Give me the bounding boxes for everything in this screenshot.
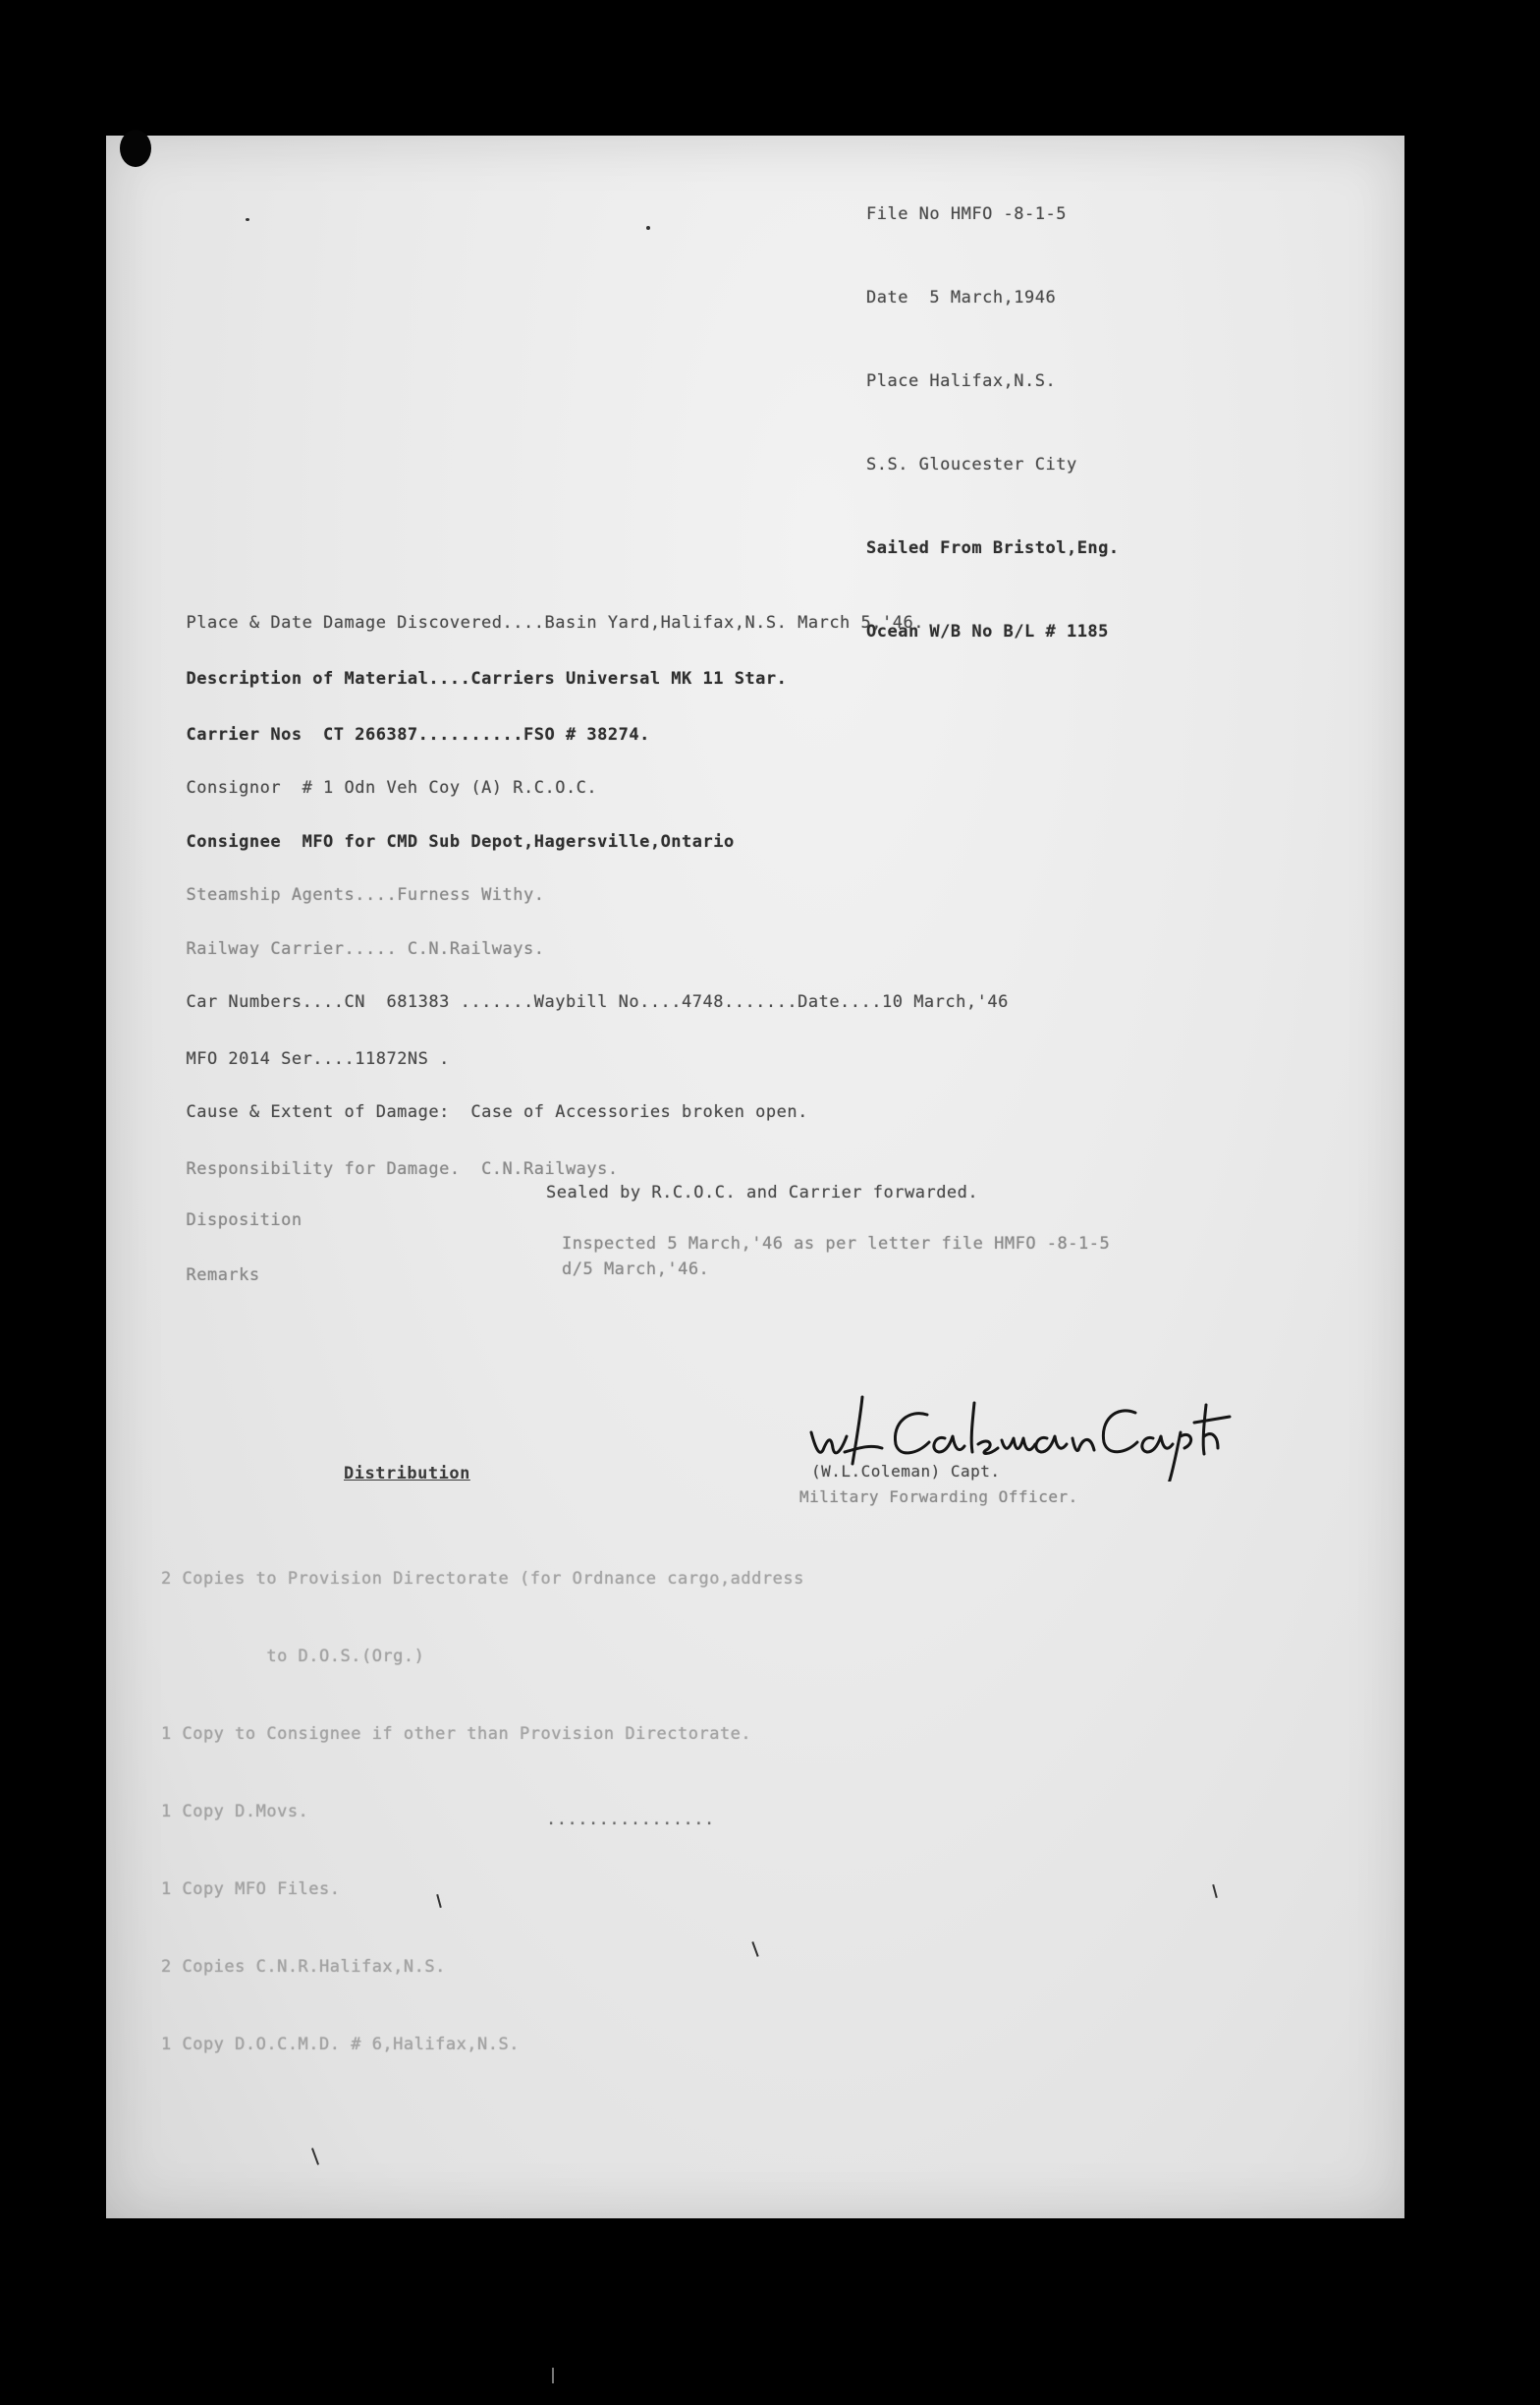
distribution-item: 1 Copy MFO Files. <box>161 1879 341 1899</box>
ship-name: S.S. Gloucester City <box>866 455 1077 475</box>
field-value: C.N.Railways. <box>397 939 545 959</box>
field-value: 11872NS . <box>355 1049 450 1069</box>
file-number: File No HMFO -8-1-5 <box>866 204 1067 224</box>
footer-dots: ................ <box>546 1810 715 1829</box>
ocean-bl: Ocean W/B No B/L # 1185 <box>866 622 1109 642</box>
field-place-date-damage <box>165 582 924 637</box>
signature-name: (W.L.Coleman) Capt. <box>811 1462 1001 1481</box>
field-value: Furness Withy. <box>397 885 545 905</box>
field-value: CN 681383 .......Waybill No....4748.......Date....10 March,'46 <box>344 992 1009 1012</box>
field-value: C.N.Railways. <box>481 1159 619 1179</box>
field-value: Basin Yard,Halifax,N.S. March 5,'46. <box>544 613 924 633</box>
speck <box>246 218 249 221</box>
field-label: Disposition <box>186 1210 302 1230</box>
punch-hole <box>120 130 151 167</box>
distribution-item: 1 Copy D.Movs. <box>161 1802 309 1821</box>
field-label: Description of Material.... <box>186 669 471 689</box>
field-label: MFO 2014 Ser.... <box>186 1049 356 1069</box>
field-label: Consignor <box>186 778 302 798</box>
field-remarks <box>165 1234 260 1289</box>
field-label: Consignee <box>186 832 302 852</box>
distribution-list <box>161 1513 804 2084</box>
speck <box>646 226 650 230</box>
distribution-item: 1 Copy D.O.C.M.D. # 6,Halifax,N.S. <box>161 2035 520 2054</box>
field-label: Car Numbers.... <box>186 992 345 1012</box>
field-consignor <box>165 747 597 802</box>
document-date: Date 5 March,1946 <box>866 288 1057 308</box>
place: Place Halifax,N.S. <box>866 371 1057 391</box>
field-value: MFO for CMD Sub Depot,Hagersville,Ontario <box>302 832 735 852</box>
field-car-numbers <box>165 961 1009 1016</box>
distribution-item: to D.O.S.(Org.) <box>161 1647 425 1666</box>
signature-title: Military Forwarding Officer. <box>799 1487 1078 1506</box>
field-mfo-serial <box>165 1018 450 1073</box>
field-value: # 1 Odn Veh Coy (A) R.C.O.C. <box>302 778 598 798</box>
field-value: Case of Accessories broken open. <box>470 1102 808 1122</box>
field-label: Place & Date Damage Discovered.... <box>186 613 545 633</box>
field-label: Responsibility for Damage. <box>186 1159 482 1179</box>
field-label: Remarks <box>186 1265 260 1285</box>
field-description <box>165 638 787 693</box>
distribution-title: Distribution <box>344 1464 470 1483</box>
field-remarks-value: Inspected 5 March,'46 as per letter file HMFO -8-1-5 <box>562 1234 1111 1254</box>
distribution-item: 2 Copies C.N.R.Halifax,N.S. <box>161 1957 446 1977</box>
field-steamship-agents <box>165 854 544 909</box>
field-disposition-value: Sealed by R.C.O.C. and Carrier forwarded. <box>546 1183 979 1202</box>
field-consignee <box>165 801 735 856</box>
field-railway-carrier <box>165 908 544 963</box>
field-cause-damage <box>165 1071 808 1126</box>
distribution-item: 2 Copies to Provision Directorate (for Ordnance cargo,address <box>161 1569 804 1589</box>
distribution-item: 1 Copy to Consignee if other than Provision Directorate. <box>161 1724 752 1744</box>
field-value: CT 266387..........FSO # 38274. <box>323 725 650 745</box>
field-label: Cause & Extent of Damage: <box>186 1102 471 1122</box>
field-disposition <box>165 1179 302 1234</box>
stray-mark <box>552 2368 554 2383</box>
field-label: Steamship Agents.... <box>186 885 398 905</box>
field-responsibility <box>165 1128 619 1183</box>
field-label: Carrier Nos <box>186 725 324 745</box>
field-label: Railway Carrier..... <box>186 939 398 959</box>
field-carrier-nos <box>165 694 650 749</box>
sailed-from: Sailed From Bristol,Eng. <box>866 538 1120 558</box>
field-remarks-value-2: d/5 March,'46. <box>562 1259 710 1279</box>
field-value: Carriers Universal MK 11 Star. <box>470 669 788 689</box>
